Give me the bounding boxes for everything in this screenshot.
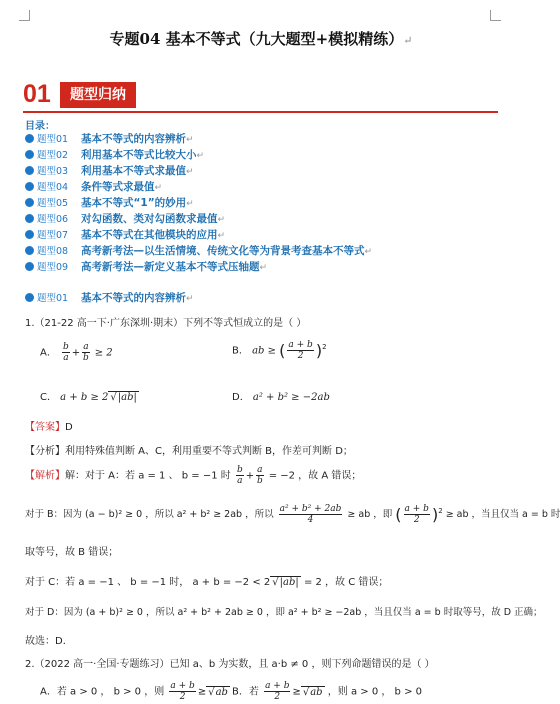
bullet-icon	[25, 150, 34, 159]
q1-option-a: A． $\frac{b}{a}$ + $\frac{a}{b}$ ≥ 2	[40, 342, 113, 363]
solution-c: 对于 C：若 a = −1 、 b = −1 时， a + b = −2 < 2√ |ab| = 2 ，故 C 错误；	[25, 573, 388, 588]
q2-option-b: B．若 $\frac{a + b}{2}$ ≥√ ab ，则 a > 0 ， b > 0	[232, 681, 422, 702]
page-title-text: 专题04 基本不等式（九大题型+模拟精练）	[109, 30, 404, 48]
bullet-icon	[25, 262, 34, 271]
section-divider	[23, 111, 498, 113]
bullet-icon	[25, 293, 34, 302]
fraction: $\frac{a}{b}$	[256, 465, 263, 486]
q2-option-a: A．若 a > 0 ， b > 0 ，则 $\frac{a + b}{2}$ ≥√ ab	[40, 681, 230, 702]
page-title: 专题04 基本不等式（九大题型+模拟精练）↵	[109, 30, 413, 48]
bullet-icon	[25, 182, 34, 191]
toc-item[interactable]: 题型09 高考新考法—新定义基本不等式压轴题↵	[25, 259, 372, 275]
bullet-icon	[25, 166, 34, 175]
toc-item[interactable]: 题型02 利用基本不等式比较大小↵	[25, 147, 372, 163]
bullet-icon	[25, 230, 34, 239]
toc-item[interactable]: 题型07 基本不等式在其他模块的应用↵	[25, 227, 372, 243]
fraction: $\frac{\text{a² + b² + 2ab}}{4}$	[279, 504, 342, 525]
table-of-contents	[25, 131, 372, 275]
bullet-icon	[25, 198, 34, 207]
fraction: $\frac{a + b}{2}$	[288, 340, 313, 361]
section-number: 01	[23, 80, 51, 108]
fraction: $\frac{a}{b}$	[82, 342, 89, 363]
section-heading: 题型归纳	[60, 82, 136, 108]
question-1-stem: 1.（21-22 高一下·广东深圳·期末）下列不等式恒成立的是（ ）	[25, 318, 307, 329]
toc-label: 目录：	[25, 121, 55, 132]
fraction: $\frac{b}{a}$	[63, 342, 69, 363]
question-2-stem: 2.（2022 高一·全国·专题练习）已知 a、b 为实数，且 a·b ≠ 0 ，则下列命题错误的是（ ）	[25, 659, 435, 670]
sub-heading-item: 题型01 基本不等式的内容辨析↵	[25, 290, 194, 306]
answer: 【答案】D	[25, 422, 73, 433]
fraction: $\frac{b}{a}$	[236, 465, 243, 486]
fraction: $\frac{a + b}{2}$	[265, 681, 290, 702]
bullet-icon	[25, 134, 34, 143]
fraction: $\frac{a + b}{2}$	[170, 681, 195, 702]
q1-option-b: B． ab ≥ ( $\frac{a + b}{2}$ )$^2$	[232, 340, 327, 361]
toc-item[interactable]: 题型04 条件等式求最值↵	[25, 179, 372, 195]
toc-item[interactable]: 题型06 对勾函数、类对勾函数求最值↵	[25, 211, 372, 227]
conclusion: 故选：D．	[25, 636, 73, 647]
toc-item[interactable]: 题型03 利用基本不等式求最值↵	[25, 163, 372, 179]
corner-mark-right	[490, 10, 501, 21]
bullet-icon	[25, 246, 34, 255]
corner-mark-left	[19, 10, 30, 21]
analysis: 【分析】利用特殊值判断 A、C，利用重要不等式判断 B，作差可判断 D；	[25, 446, 353, 457]
bullet-icon	[25, 214, 34, 223]
q1-option-c: C． a + b ≥ 2√ |ab|	[40, 388, 139, 403]
fraction: $\frac{a + b}{2}$	[404, 504, 429, 525]
solution-a: 【解析】解：对于 A：若 a = 1 、 b = −1 时 $\frac{b}{a}$ + $\frac{a}{b}$ = −2 ，故 A 错误；	[25, 465, 362, 486]
q1-option-d: D． a² + b² ≥ −2ab	[232, 392, 330, 403]
solution-d: 对于 D：因为 (a + b)² ≥ 0 ，所以 a² + b² + 2ab ≥ 0 ，即 a² + b² ≥ −2ab ，当且仅当 a = b 时取等号，故 D 正确；	[25, 607, 543, 618]
toc-item[interactable]: 题型01 基本不等式的内容辨析↵	[25, 131, 372, 147]
toc-item[interactable]: 题型08 高考新考法—以生活情境、传统文化等为背景考查基本不等式↵	[25, 243, 372, 259]
solution-b-line2: 取等号，故 B 错误；	[25, 547, 119, 558]
sub-heading	[25, 290, 194, 306]
solution-b: 对于 B：因为 (a − b)² ≥ 0 ，所以 a² + b² ≥ 2ab ，所以 $\frac{\text{a² + b² + 2ab}}{4}$ ≥ ab ，即 ( $\frac{a + b}{2}$ )$^2$ ≥ ab ，当且仅当 a = b 时	[25, 504, 560, 525]
toc-item[interactable]: 题型05 基本不等式“1”的妙用↵	[25, 195, 372, 211]
